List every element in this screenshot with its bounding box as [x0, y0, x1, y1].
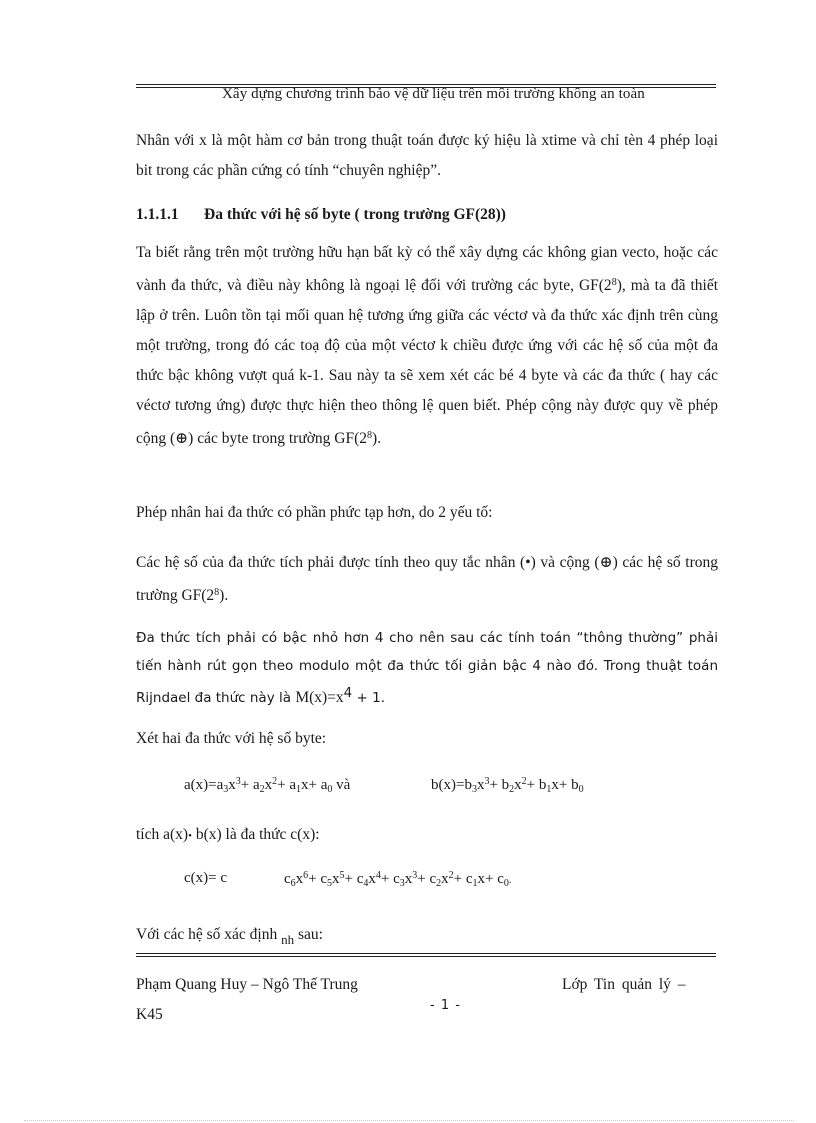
fc-s4: 4 — [363, 878, 369, 889]
paragraph-vector-spaces — [136, 238, 718, 454]
fc-x4: x — [368, 871, 376, 887]
p4-text-a: Đa thức tích phải có bậc nhỏ hơn 4 cho nên sau các tính toán “thông thường” phải tiến hành rút gọn theo modulo một đa thức tối giản bậc 4 nào đó. Trong thuật toán Rijndael đa thức này là — [136, 630, 718, 706]
fc-x5: x — [332, 871, 340, 887]
fb-x1: x+ b — [551, 777, 579, 793]
paragraph-two-polynomials: Xét hai đa thức với hệ số byte: — [136, 730, 327, 747]
fa-x1: x+ a — [301, 777, 328, 793]
fb-sub1: 1 — [546, 784, 552, 795]
p4-modulus: M(x)=x — [295, 689, 344, 706]
fa-lhs: a(x)=a — [184, 777, 224, 793]
fc-c4: + c — [344, 871, 364, 887]
fc-c6: c — [284, 871, 291, 887]
formula-b — [431, 776, 584, 795]
section-heading — [136, 206, 506, 224]
fc-s6: 6 — [290, 878, 296, 889]
fc-c2: + c — [417, 871, 437, 887]
fb-plus1: + b — [489, 777, 510, 793]
fc-e6: 6 — [303, 870, 309, 881]
fa-plus2: + a — [277, 777, 297, 793]
p1-sup-1: 8 — [611, 277, 617, 288]
fb-sub0: 0 — [578, 784, 584, 795]
fa-sub3: 3 — [223, 784, 229, 795]
fb-plus2: + b — [526, 777, 547, 793]
fc-end: . — [508, 875, 512, 886]
formula-c-rhs — [284, 870, 511, 889]
p1-text-a: Ta biết rằng trên một trường hữu hạn bất kỳ có thể xây dựng các không gian vecto, hoặc các vành đa thức, và điều này không là ngoại lệ đối với trường các byte, GF(2 — [136, 244, 718, 294]
p6-text-a: tích a(x) — [136, 826, 189, 843]
formula-a — [184, 776, 350, 795]
p6-text-b: b(x) là đa thức c(x): — [191, 826, 320, 843]
p4-text-b: + 1. — [352, 690, 386, 706]
fa-plus1: + a — [240, 777, 260, 793]
fb-lhs: b(x)=b — [431, 777, 472, 793]
footer-class-cont: K45 — [136, 1006, 163, 1023]
intro-paragraph: Nhân với x là một hàm cơ bản trong thuật toán được ký hiệu là xtime và chỉ tèn 4 phép loại bit trong các phần cứng có tính “chuyên nghiệp”. — [136, 132, 718, 179]
fc-e2: 2 — [448, 870, 454, 881]
p1-sup-2: 8 — [367, 430, 373, 441]
fa-exp3: 3 — [235, 776, 241, 787]
fc-x3: x — [404, 871, 413, 887]
paragraph-coefficients-defined — [136, 920, 718, 955]
fa-sub2: 2 — [259, 784, 265, 795]
fc-e4: 4 — [375, 870, 381, 881]
fc-x1: x+ c — [477, 871, 504, 887]
p7-text-b: sau: — [294, 926, 323, 943]
fb-exp2: 2 — [521, 776, 527, 787]
fc-s0: 0 — [503, 878, 509, 889]
fa-exp2: 2 — [272, 776, 278, 787]
paragraph-coefficients — [136, 548, 718, 611]
fc-c3: + c — [380, 871, 400, 887]
footer-rule — [136, 953, 716, 957]
paragraph-reduction — [136, 624, 718, 712]
fc-e3: 3 — [412, 870, 418, 881]
fc-c5: + c — [308, 871, 328, 887]
fa-sub0: 0 — [327, 784, 333, 795]
page-bottom-border — [24, 1120, 794, 1121]
fb-sub3: 3 — [471, 784, 477, 795]
bullet-dot-icon: • — [188, 830, 192, 842]
fa-x3: x — [228, 777, 236, 793]
fc-s2: 2 — [436, 878, 442, 889]
p3-sup: 8 — [214, 587, 220, 598]
fa-sub1: 1 — [296, 784, 302, 795]
fb-x3: x — [476, 777, 485, 793]
paragraph-multiplication: Phép nhân hai đa thức có phần phức tạp hơn, do 2 yếu tố: — [136, 504, 493, 521]
fc-x2: x — [441, 871, 449, 887]
fc-s3: 3 — [399, 878, 405, 889]
fb-exp3: 3 — [484, 776, 490, 787]
fc-e5: 5 — [339, 870, 345, 881]
p7-text-a: Với các hệ số xác định — [136, 926, 282, 943]
fc-s5: 5 — [327, 878, 333, 889]
section-title: Đa thức với hệ số byte ( trong trường GF(28)) — [204, 206, 506, 223]
fc-x6: x — [295, 871, 304, 887]
footer-authors: Phạm Quang Huy – Ngô Thế Trung — [136, 976, 358, 993]
fb-x2: x — [514, 777, 522, 793]
footer-class: Lớp Tin quản lý – — [562, 976, 686, 993]
fc-s1: 1 — [472, 878, 478, 889]
p3-text-b: ). — [219, 587, 229, 604]
formula-c-lhs: c(x)= c — [184, 870, 228, 886]
fa-x2: x — [264, 777, 273, 793]
section-number: 1.1.1.1 — [136, 206, 179, 223]
page-number: - 1 - — [430, 998, 461, 1013]
p4-sup: 4 — [343, 685, 353, 701]
paragraph-product — [136, 820, 718, 851]
running-header: Xây dựng chương trình bảo vệ dữ liệu trên môi trường không an toàn — [222, 86, 645, 102]
p3-text-a: Các hệ số của đa thức tích phải được tính theo quy tắc nhân (•) và cộng (⊕) các hệ số trong trường GF(2 — [136, 554, 718, 604]
fa-and: và — [332, 777, 351, 793]
p7-sub: nh — [281, 932, 295, 947]
p1-text-c: ). — [372, 430, 382, 447]
fb-sub2: 2 — [509, 784, 515, 795]
p1-text-b: ), mà ta đã thiết lập ở trên. Luôn tồn tại mối quan hệ tương ứng giữa các véctơ và đa thức xác định trên cùng một trường, trong đó các toạ độ của một véctơ k chiều được ứng với các hệ số của một đa thức bậc không vượt quá k-1. Sau này ta sẽ xem xét các bé 4 byte và các đa thức ( hay các véctơ tương ứng) được thực hiện theo thông lệ quen biết. Phép cộng này được quy về phép cộng (⊕) các byte trong trường GF(2 — [136, 277, 718, 447]
fc-c1: + c — [453, 871, 473, 887]
